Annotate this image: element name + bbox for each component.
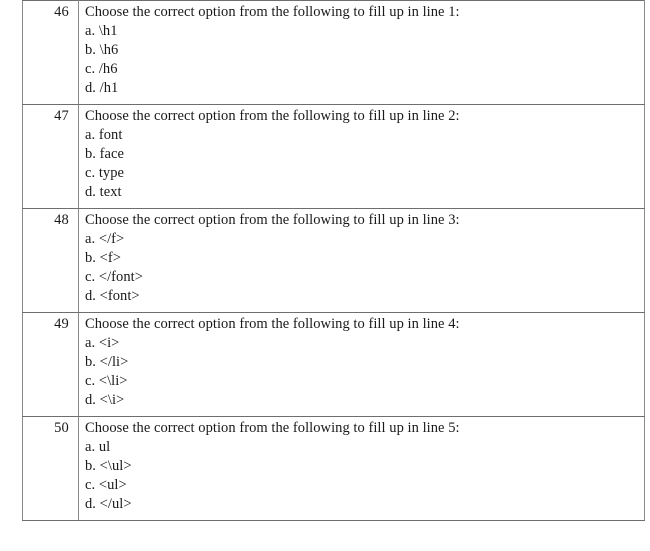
option-item-c[interactable]: c. <\li>: [85, 373, 128, 389]
option-item-d[interactable]: d. <\i>: [85, 392, 125, 408]
option-item-b[interactable]: b. </li>: [85, 354, 129, 370]
option-item-b[interactable]: b. <\ul>: [85, 458, 132, 474]
table-row: [23, 105, 645, 209]
option-list: [85, 22, 640, 98]
question-number: 49: [54, 316, 69, 332]
question-prompt: Choose the correct option from the following to fill up in line 2:: [85, 108, 460, 124]
option-item-a[interactable]: a. <i>: [85, 335, 120, 351]
question-prompt: Choose the correct option from the following to fill up in line 5:: [85, 420, 460, 436]
option-item-b[interactable]: b. face: [85, 146, 124, 162]
question-number-cell: [23, 1, 79, 105]
table-row: [23, 1, 645, 105]
question-prompt: Choose the correct option from the following to fill up in line 4:: [85, 316, 460, 332]
option-list: [85, 126, 640, 202]
option-list: [85, 334, 640, 410]
option-item-b[interactable]: b. \h6: [85, 42, 119, 58]
question-prompt: Choose the correct option from the following to fill up in line 3:: [85, 212, 460, 228]
table-row: [23, 417, 645, 521]
question-table: [22, 0, 645, 521]
question-number-cell: [23, 209, 79, 313]
question-table-body: [23, 1, 645, 521]
option-item-c[interactable]: c. </font>: [85, 269, 143, 285]
table-row: [23, 313, 645, 417]
question-number-cell: [23, 313, 79, 417]
option-item-d[interactable]: d. <font>: [85, 288, 140, 304]
question-number: 50: [54, 420, 69, 436]
option-item-a[interactable]: a. font: [85, 127, 123, 143]
question-number-cell: [23, 105, 79, 209]
question-content-cell: [79, 209, 645, 313]
option-item-c[interactable]: c. <ul>: [85, 477, 127, 493]
option-item-c[interactable]: c. type: [85, 165, 125, 181]
option-item-a[interactable]: a. \h1: [85, 23, 118, 39]
question-content-cell: [79, 1, 645, 105]
option-list: [85, 230, 640, 306]
question-prompt: Choose the correct option from the following to fill up in line 1:: [85, 4, 460, 20]
question-content-cell: [79, 105, 645, 209]
option-item-d[interactable]: d. text: [85, 184, 122, 200]
table-row: [23, 209, 645, 313]
option-item-a[interactable]: a. </f>: [85, 231, 125, 247]
option-item-d[interactable]: d. /h1: [85, 80, 119, 96]
question-number: 47: [54, 108, 69, 124]
question-number: 48: [54, 212, 69, 228]
option-item-d[interactable]: d. </ul>: [85, 496, 132, 512]
option-item-b[interactable]: b. <f>: [85, 250, 121, 266]
question-number-cell: [23, 417, 79, 521]
question-number: 46: [54, 4, 69, 20]
option-item-a[interactable]: a. ul: [85, 439, 111, 455]
question-content-cell: [79, 313, 645, 417]
option-item-c[interactable]: c. /h6: [85, 61, 118, 77]
option-list: [85, 438, 640, 514]
question-content-cell: [79, 417, 645, 521]
